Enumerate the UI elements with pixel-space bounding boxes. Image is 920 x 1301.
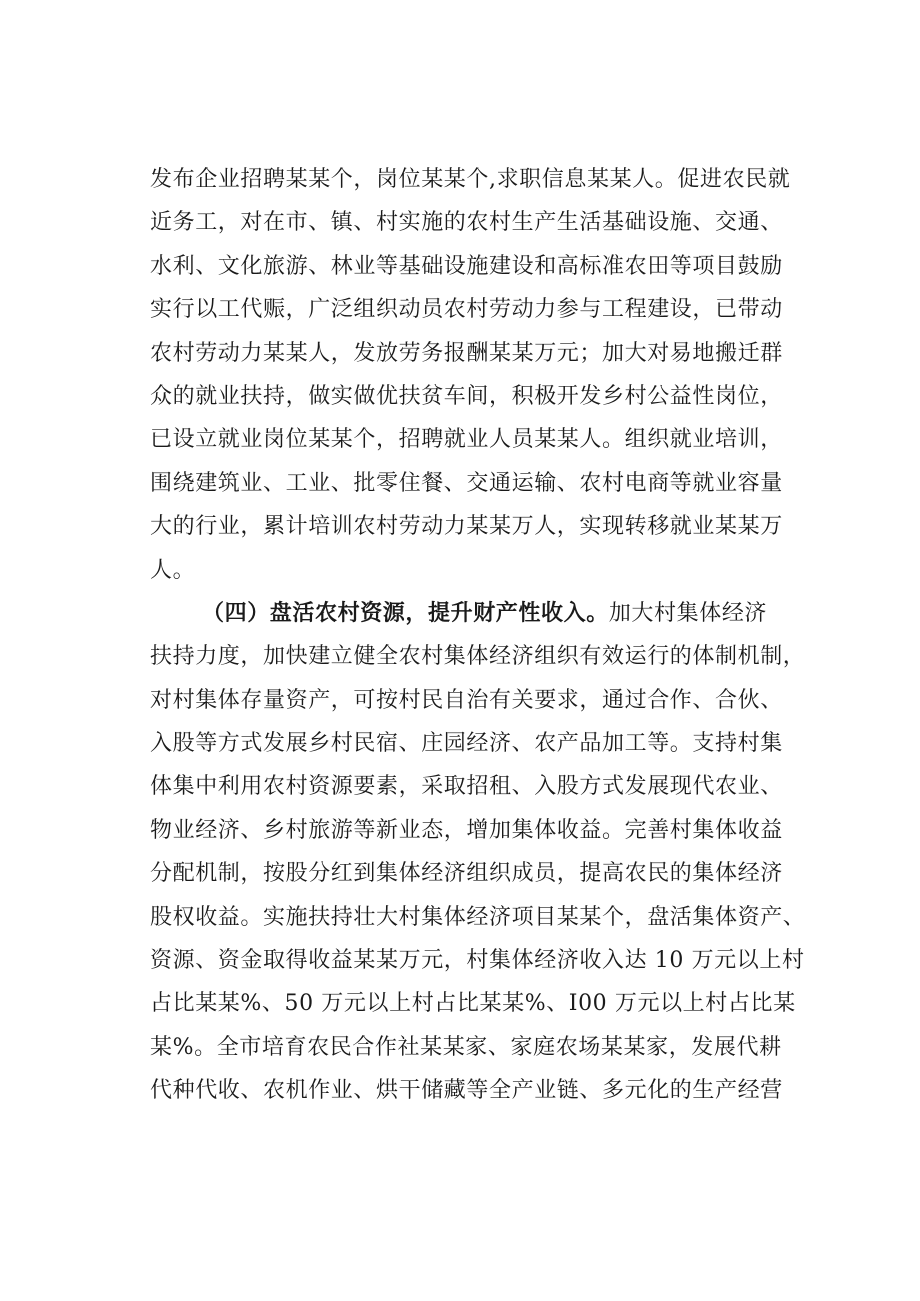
text-line: 众的就业扶持，做实做优扶贫车间，积极开发乡村公益性岗位， — [150, 383, 783, 409]
text-line: 体集中利用农村资源要素，采取招租、入股方式发展现代农业、 — [150, 774, 783, 800]
text-line: 发布企业招聘某某个，岗位某某个,求职信息某某人。促进农民就 — [150, 167, 791, 192]
text-line: 实行以工代赈，广泛组织动员农村劳动力参与工程建设，已带动 — [150, 297, 783, 323]
text-line: 某%。全市培育农民合作社某某家、家庭农场某某家，发展代耕 — [150, 1034, 782, 1060]
text-line: 代种代收、农机作业、烘干储藏等全产业链、多元化的生产经营 — [150, 1078, 783, 1104]
text-line: 占比某某%、50 万元以上村占比某某%、I00 万元以上村占比某 — [150, 991, 796, 1017]
text-line: 资源、资金取得收益某某万元，村集体经济收入达 10 万元以上村 — [150, 948, 805, 974]
text-line: 物业经济、乡村旅游等新业态，增加集体收益。完善村集体收益 — [150, 817, 783, 843]
text-line: 对村集体存量资产，可按村民自治有关要求，通过合作、合伙、 — [150, 687, 783, 713]
text-line: 围绕建筑业、工业、批零住餐、交通运输、农村电商等就业容量 — [150, 470, 783, 496]
text-line: 已设立就业岗位某某个，招聘就业人员某某人。组织就业培训， — [150, 427, 783, 453]
heading-line-rest: 加大村集体经济 — [608, 600, 768, 626]
text-line: 近务工，对在市、镇、村实施的农村生产生活基础设施、交通、 — [150, 210, 783, 236]
text-line: 分配机制，按股分红到集体经济组织成员，提高农民的集体经济 — [150, 861, 783, 887]
paragraph-rural-resources — [150, 592, 830, 1113]
paragraph-employment — [150, 158, 830, 592]
text-line: 大的行业，累计培训农村劳动力某某万人，实现转移就业某某万 — [150, 514, 783, 540]
document-body — [150, 158, 830, 1113]
text-line: 水利、文化旅游、林业等基础设施建设和高标准农田等项目鼓励 — [150, 253, 783, 279]
text-line: 股权收益。实施扶持壮大村集体经济项目某某个，盘活集体资产、 — [150, 904, 806, 930]
text-line: 农村劳动力某某人，发放劳务报酬某某万元；加大对易地搬迁群 — [150, 340, 783, 366]
text-line: 扶持力度，加快建立健全农村集体经济组织有效运行的体制机制， — [150, 644, 806, 670]
text-line: 人。 — [150, 557, 196, 583]
section-heading: （四）盘活农村资源，提升财产性收入。 — [202, 599, 609, 626]
text-line — [150, 592, 830, 635]
text-line: 入股等方式发展乡村民宿、庄园经济、农产品加工等。支持村集 — [150, 731, 783, 757]
